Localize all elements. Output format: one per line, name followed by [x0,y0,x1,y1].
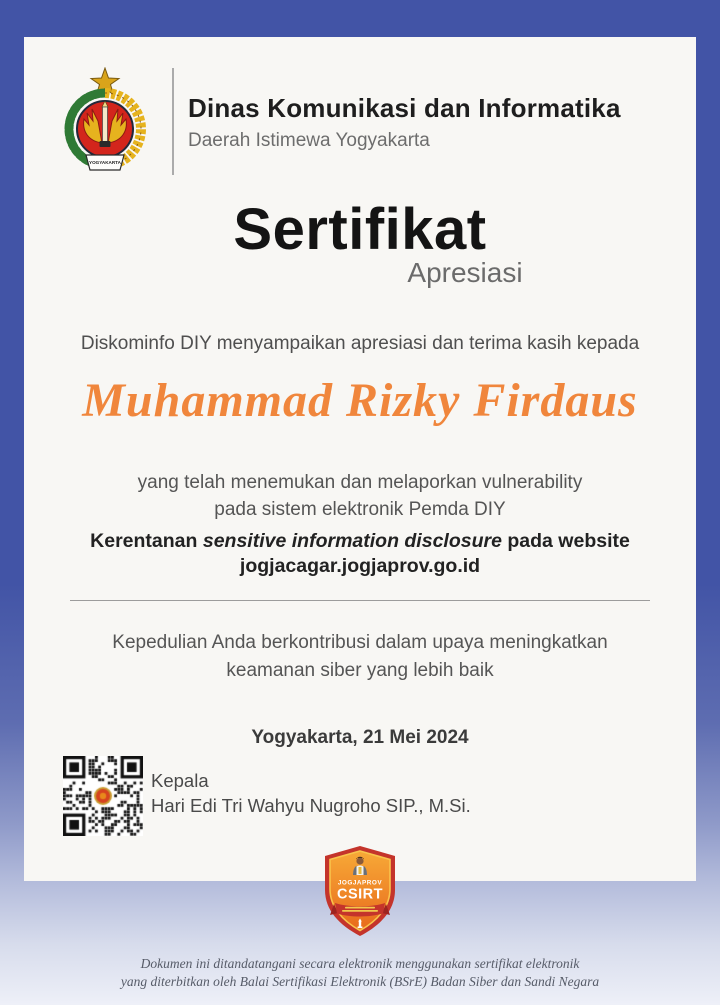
signer-title: Kepala [151,770,209,791]
logo-ribbon-label: YOGYAKARTA [89,160,121,165]
certificate-title: Sertifikat [233,197,487,262]
yogyakarta-coat-of-arms-icon [62,67,148,182]
qr-code [63,756,143,836]
appreciation-text [24,629,696,685]
section-divider [70,600,650,601]
intro-text: Diskominfo DIY menyampaikan apresiasi dan terima kasih kepada [80,333,640,354]
org-name: Dinas Komunikasi dan Informatika [188,93,621,123]
title-block [24,197,696,289]
place-and-date: Yogyakarta, 21 Mei 2024 [251,727,469,748]
reason-text [24,469,696,523]
header-org-block [188,93,621,152]
jogjaprov-csirt-shield-icon [320,845,400,937]
appreciation-line-1: Kepedulian Anda berkontribusi dalam upaya meningkatkan [112,632,608,653]
esign-disclaimer [0,955,720,990]
finding-vulnerability: sensitive information disclosure [202,530,502,552]
finding-line-1: Kerentanan sensitive information disclosure pada website [90,530,630,552]
org-region: Daerah Istimewa Yogyakarta [188,130,430,151]
reason-line-2: pada sistem elektronik Pemda DIY [214,499,506,520]
signer-name: Hari Edi Tri Wahyu Nugroho SIP., M.Si. [151,795,471,816]
recipient-name: Muhammad Rizky Firdaus [82,374,638,427]
badge-csirt-label: CSIRT [337,886,383,903]
finding-text [24,529,696,579]
esign-disclaimer-line-1: Dokumen ini ditandatangani secara elektronik menggunakan sertifikat elektronik [140,956,580,971]
appreciation-line-2: keamanan siber yang lebih baik [226,660,494,681]
certificate-card [24,37,696,881]
certificate-subtitle: Apresiasi [407,256,523,288]
header-divider [172,68,174,175]
reason-line-1: yang telah menemukan dan melaporkan vulnerability [137,472,583,493]
signature-block [151,768,471,818]
esign-disclaimer-line-2: yang diterbitkan oleh Balai Sertifikasi Elektronik (BSrE) Badan Siber dan Sandi Negara [120,973,600,989]
badge-org-label: JOGJAPROV [337,879,383,887]
finding-website: jogjacagar.jogjaprov.go.id [239,555,481,577]
